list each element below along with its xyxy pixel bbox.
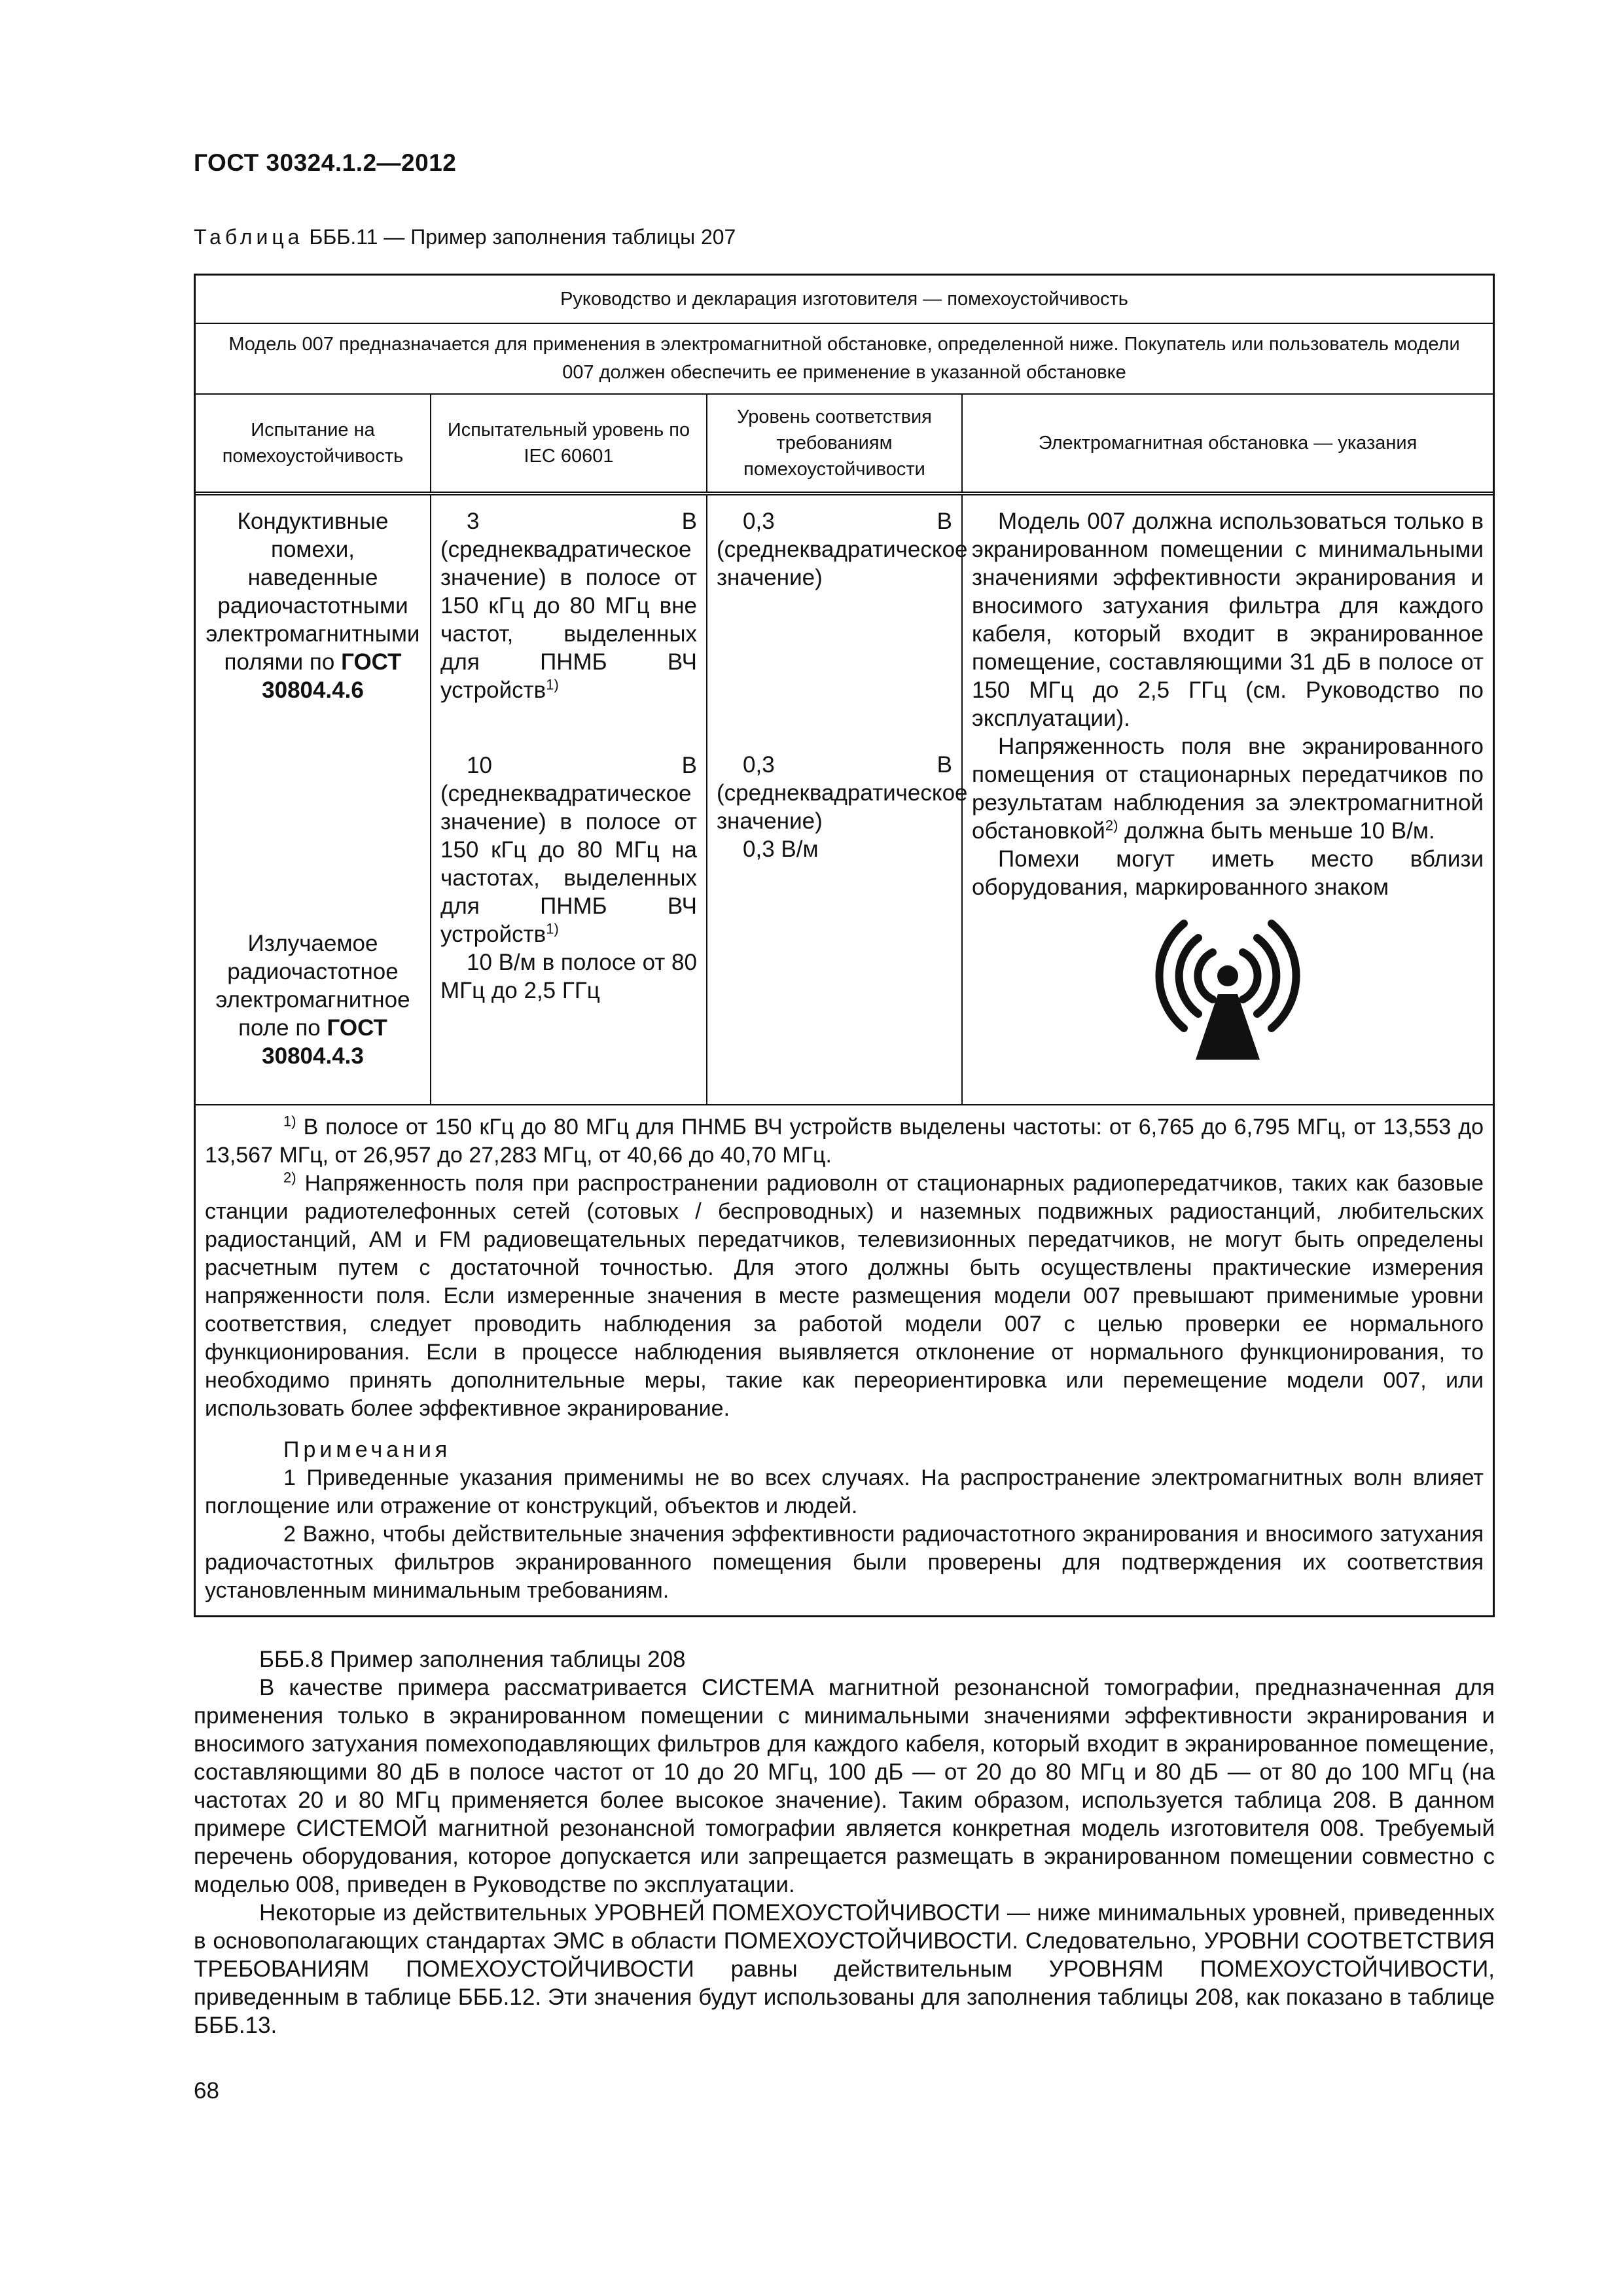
guidance-paragraph-2-end: должна быть меньше 10 В/м.: [1118, 818, 1435, 844]
compliance-level-2: 0,3 В (среднеквадратическое значение): [717, 752, 968, 834]
non-ionizing-radiation-icon: [1152, 913, 1303, 1064]
page-number: 68: [194, 2078, 219, 2104]
footnote-1-mark: 1): [283, 1113, 296, 1130]
guidance-paragraph-1: Модель 007 должна использоваться только в экранированном помещении с минимальными значениями эффективности экранирования и вносимого затухания фильтра для каждого кабеля, который входит в экранированное помещение, составляющими 31 дБ в полосе от 150 МГц до 2,5 ГГц (см. Руководство по эксплуатации).: [972, 509, 1484, 731]
body-paragraph-1: В качестве примера рассматривается СИСТЕМА магнитной резонансной томографии, предназначенная для применения только в экранированном помещении с минимальными значениями эффективности экранирования и вносимого затухания помехоподавляющих фильтров для каждого кабеля, который входит в экранированное помещение, составляющими 80 дБ в полосе частот от 10 до 20 МГц, 100 дБ — от 20 до 80 МГц и 80 дБ — от 80 до 100 МГц (на частотах 20 и 80 МГц применяется более высокое значение). Таким образом, используется таблица 208. В данном примере СИСТЕМОЙ магнитной резонансной томографии является конкретная модель изготовителя 008. Требуемый перечень оборудования, которое допускается или запрещается размещать в экранированном помещении совместно с моделью 008, приведен в Руководстве по эксплуатации.: [194, 1675, 1495, 1897]
test-level-1: [440, 507, 697, 704]
compliance-level-3: 0,3 В/м: [743, 836, 819, 862]
footnote-2-text: Напряженность поля при распространении радиоволн от стационарных радиопередатчиков, таких как базовые станции радиотелефонных сетей (сотовых / беспроводных) и наземных подвижных радиостанций, любительских радиостанций, АМ и FM радиовещательных передатчиков, телевизионных передатчиков, не могут быть определены расчетным путем с достаточной точностью. Для этого должны быть осуществлены практические измерения напряженности поля. Если измеренные значения в месте размещения модели 007 превышают применимые уровни соответствия, следует проводить наблюдения за работой модели 007 с целью проверки ее нормального функционирования. Если в процессе наблюдения выявляется отклонение от нормального функционирования, то необходимо принять дополнительные меры, такие как переориентировка или перемещение модели 007, или использовать более эффективное экранирование.: [205, 1171, 1484, 1421]
test-level-3: 10 В/м в полосе от 80 МГц до 2,5 ГГц: [440, 950, 697, 1003]
body-paragraph-2: Некоторые из действительных УРОВНЕЙ ПОМЕХОУСТОЙЧИВОСТИ — ниже минимальных уровней, приведенных в основополагающих стандартах ЭМС в области ПОМЕХОУСТОЙЧИВОСТИ. Следовательно, УРОВНИ СООТВЕТСТВИЯ ТРЕБОВАНИЯМ ПОМЕХОУСТОЙЧИВОСТИ равны действительным УРОВНЯМ ПОМЕХОУСТОЙЧИВОСТИ, приведенным в таблице БББ.12. Эти значения будут использованы для заполнения таблицы 208, как показано в таблице БББ.13.: [194, 1900, 1495, 2038]
radiated-test: [205, 929, 421, 1070]
guidance-paragraph-3: Помехи могут иметь место вблизи оборудования, маркированного знаком: [972, 846, 1484, 900]
conducted-test-text: Кондуктивные помехи, наведенные радиочастотными электромагнитными полями по: [205, 509, 420, 675]
conducted-test-standard: ГОСТ 30804.4.6: [262, 649, 402, 703]
table-caption: [194, 225, 736, 249]
test-level-2: [440, 751, 697, 948]
test-level-1-text: 3 В (среднеквадратическое значение) в полосе от 150 кГц до 80 МГц вне частот, выделенных для ПНМБ ВЧ устройств: [440, 509, 697, 703]
footnote-1: [205, 1113, 1484, 1170]
note-1: 1 Приведенные указания применимы не во всех случаях. На распространение электромагнитных волн влияет поглощение или отражение от конструкций, объектов и людей.: [205, 1465, 1484, 1518]
table-footnotes: [196, 1105, 1493, 1615]
footnote-ref-1: 1): [546, 676, 559, 693]
footnote-ref-1: 1): [546, 920, 559, 937]
cell-compliance-level: [707, 495, 968, 1104]
guidance-paragraph-2: [972, 732, 1484, 845]
column-header-compliance: Уровень соответствия требованиям помехоустойчивости: [707, 395, 963, 492]
guidance-paragraph-2-text: Напряженность поля вне экранированного помещения от стационарных передатчиков по результатам наблюдения за электромагнитной обстановкой: [972, 734, 1484, 844]
table-intro: Модель 007 предназначается для применения в электромагнитной обстановке, определенной ниже. Покупатель или пользователь модели 007 должен обеспечить ее применение в указанной обстановке: [196, 324, 1493, 395]
compliance-level-1: 0,3 В (среднеквадратическое значение): [717, 509, 968, 590]
caption-text: БББ.11 — Пример заполнения таблицы 207: [303, 225, 736, 249]
radiated-test-standard: ГОСТ 30804.4.3: [262, 1015, 387, 1069]
conducted-test: [205, 507, 421, 704]
declaration-table: [194, 274, 1495, 1617]
cell-immunity-test: [196, 495, 431, 1104]
footnote-ref-2: 2): [1105, 817, 1118, 834]
section-heading: БББ.8 Пример заполнения таблицы 208: [259, 1647, 686, 1672]
notes-title: Примечания: [283, 1437, 452, 1462]
footnote-1-text: В полосе от 150 кГц до 80 МГц для ПНМБ ВЧ устройств выделены частоты: от 6,765 до 6,795 МГц, от 13,553 до 13,567 МГц, от 26,957 до 27,283 МГц, от 40,66 до 40,70 МГц.: [205, 1115, 1484, 1168]
note-2: 2 Важно, чтобы действительные значения эффективности радиочастотного экранирования и вносимого затухания радиочастотных фильтров экранированного помещения были проверены для подтверждения их соответствия установленным минимальным требованиям.: [205, 1522, 1484, 1603]
test-level-2-text: 10 В (среднеквадратическое значение) в полосе от 150 кГц до 80 МГц на частотах, выделенных для ПНМБ ВЧ устройств: [440, 753, 697, 947]
body-section: [194, 1645, 1495, 2039]
footnote-2: [205, 1170, 1484, 1423]
table-header-row: [196, 395, 1493, 495]
document-header: ГОСТ 30324.1.2—2012: [194, 149, 457, 176]
column-header-guidance: Электромагнитная обстановка — указания: [1038, 433, 1418, 454]
column-header-test: Испытание на помехоустойчивость: [196, 395, 431, 492]
footnote-2-mark: 2): [283, 1169, 296, 1186]
radiated-test-text: Излучаемое радиочастотное электромагнитное поле по: [215, 931, 410, 1041]
column-header-test-level: Испытательный уровень по IEC 60601: [431, 395, 707, 492]
cell-test-level: [431, 495, 707, 1104]
caption-label: Таблица: [194, 225, 304, 249]
table-title: Руководство и декларация изготовителя — помехоустойчивость: [196, 276, 1493, 324]
cell-em-guidance: [963, 495, 1493, 1104]
table-body-row: [196, 495, 1493, 1105]
